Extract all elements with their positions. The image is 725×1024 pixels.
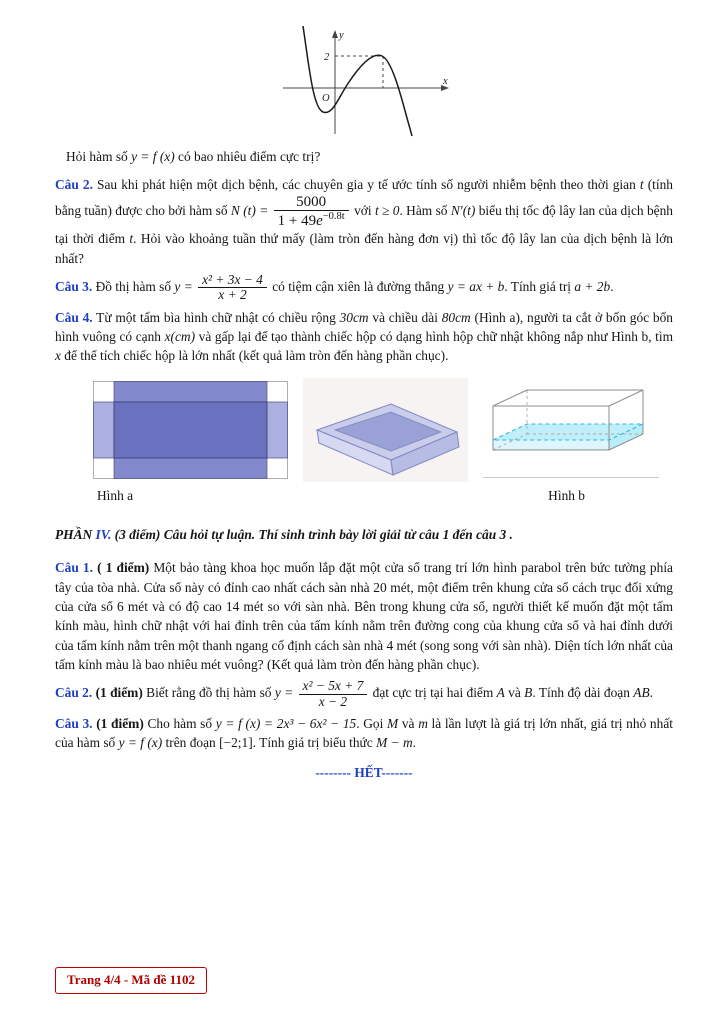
math-var: x [55, 348, 61, 364]
question-cau2 [55, 175, 673, 268]
math-inline: t ≥ 0 [374, 202, 400, 218]
text-run: là lần lượt là giá trị lớn nhất, giá trị nhỏ nhất của hàm số [55, 716, 673, 751]
page-footer-box [55, 967, 207, 994]
math-inline: y = f (x) [118, 735, 163, 751]
graph-origin-label: O [322, 93, 330, 104]
formula-nt [230, 193, 351, 230]
graph-tick-2-label: 2 [324, 52, 330, 63]
math-inline: M − m [376, 735, 413, 751]
question-label: Câu 2. [55, 176, 93, 192]
math-var: AB [633, 685, 650, 701]
text-run: Biết rằng đồ thị hàm số [142, 685, 275, 701]
math-inline: x(cm) [164, 329, 196, 345]
essay-question-2 [55, 679, 673, 709]
text-run: và [504, 685, 525, 701]
text-run: và gấp lại để tạo thành chiếc hộp có dạng hình hộp chữ nhật không nắp như Hình b, tìm [195, 329, 673, 345]
graph-x-label: x [443, 76, 448, 87]
heading-part-word: PHẦN [55, 527, 96, 543]
cubic-graph-svg [275, 26, 453, 138]
text-run: . Hàm số [399, 202, 451, 218]
figure-row [55, 378, 673, 482]
points-label: (1 điểm) [92, 716, 144, 732]
figure-cubic-graph [55, 26, 673, 143]
figure-box-3d [303, 378, 468, 482]
essay-question-3 [55, 714, 673, 753]
question-extremum-count [55, 147, 673, 166]
fraction-numerator: x² + 3x − 4 [198, 273, 267, 288]
math-var: B [524, 685, 533, 701]
math-var: t [129, 231, 134, 247]
text-run: . Hỏi vào khoảng tuần thứ mấy (làm tròn đến hàng đơn vị) thì tốc độ lây lan của dịch bệnh là lớn nhất? [55, 231, 673, 266]
fraction-denominator: x − 2 [318, 693, 348, 709]
text-run: Hỏi hàm số [66, 149, 132, 165]
math-inline: N′(t) [450, 202, 476, 218]
text-run: và [398, 716, 419, 732]
math-var: t [639, 176, 644, 192]
math-inline: 30cm [339, 309, 369, 325]
math-lhs: N (t) = [230, 202, 269, 218]
fraction [272, 194, 351, 229]
math-lhs: y = [174, 278, 193, 294]
text-run: Đồ thị hàm số [92, 278, 175, 294]
math-inline: y = ax + b [447, 278, 505, 294]
math-inline: y = f (x) = 2x³ − 6x² − 15 [215, 716, 357, 732]
figure-captions [55, 484, 673, 505]
text-run: . Tính độ dài đoạn [532, 685, 634, 701]
question-label: Câu 2. [55, 685, 93, 701]
math-inline: a + 2b [574, 278, 611, 294]
text-run: . [649, 685, 653, 701]
text-run: (Hình a), người ta cắt ở bốn góc bốn hình vuông có cạnh [55, 309, 673, 345]
question-label: Câu 4. [55, 309, 93, 325]
fraction [196, 273, 269, 303]
text-run: (tính bằng tuần) được cho bởi hàm số [55, 176, 673, 218]
math-var: M [387, 716, 399, 732]
text-run: với [350, 202, 375, 218]
end-of-exam-marker: -------- HẾT------- [315, 764, 413, 780]
figure-hinh-b-wrap [483, 382, 659, 478]
question-label: Câu 1. [55, 560, 93, 576]
text-run: . [610, 278, 614, 294]
page-number-label: Trang 4/4 - Mã đề 1102 [67, 972, 195, 988]
question-label: Câu 3. [55, 716, 93, 732]
math-var: A [496, 685, 505, 701]
text-run: biểu thị tốc độ lây lan của dịch bệnh tại thời điểm [55, 202, 673, 247]
fraction [297, 679, 370, 709]
points-label: ( 1 điểm) [92, 560, 150, 576]
label-hinh-b: Hình b [548, 487, 585, 503]
math-var: m [418, 716, 428, 732]
text-run: . Tính giá trị biểu thức [252, 735, 377, 751]
math-lhs: y = [274, 685, 294, 701]
fraction-numerator: 5000 [274, 194, 349, 211]
fraction-numerator: x² − 5x + 7 [299, 679, 368, 694]
heading-part-number: IV. [95, 527, 112, 543]
fraction-denominator [274, 211, 349, 229]
text-run: để thể tích chiếc hộp là lớn nhất (kết quả làm tròn đến hàng phần chục). [60, 348, 449, 364]
math-inline: 80cm [441, 309, 471, 325]
points-label: (1 điểm) [92, 685, 143, 701]
text-run: đạt cực trị tại hai điểm [369, 685, 497, 701]
heading-part-rest: (3 điểm) Câu hỏi tự luận. Thí sinh trình bày lời giải từ câu 1 đến câu 3 . [111, 527, 513, 543]
y-axis-arrow-icon [332, 30, 338, 38]
text-run: có bao nhiêu điểm cực trị? [174, 149, 321, 165]
question-cau4 [55, 308, 673, 366]
math-interval: [−2;1] [219, 735, 253, 751]
text-run: 1 + 49 [277, 213, 317, 230]
label-hinh-a: Hình a [97, 487, 134, 503]
text-run: và chiều dài [368, 309, 442, 325]
figure-hinh-b-box [487, 382, 655, 460]
fraction-denominator: x + 2 [218, 287, 247, 303]
text-run: có tiệm cận xiên là đường thẳng [268, 278, 448, 294]
essay-question-1 [55, 558, 673, 674]
text-run: Cho hàm số [143, 716, 216, 732]
function-curve [303, 26, 412, 136]
text-run: . Gọi [356, 716, 388, 732]
text-run: . Tính giá trị [504, 278, 575, 294]
text-run: trên đoạn [162, 735, 220, 751]
math-exponent: −0.8t [322, 211, 345, 223]
text-run: Sau khi phát hiện một dịch bệnh, các chuyên gia y tế ước tính số người nhiễm bệnh theo thời gian [92, 176, 640, 192]
text-run: Từ một tấm bìa hình chữ nhật có chiều rộng [92, 309, 340, 325]
graph-y-label: y [339, 30, 344, 41]
figure-hinh-a-net [93, 381, 288, 479]
section-heading-part4 [55, 525, 673, 544]
question-label: Câu 3. [55, 278, 93, 294]
question-cau3 [55, 273, 673, 303]
math-inline: y = f (x) [131, 149, 175, 165]
text-run: . [412, 735, 417, 751]
math-var: e [316, 213, 323, 230]
text-run: Một bảo tàng khoa học muốn lắp đặt một cửa sổ trang trí lớn hình parabol trên bức tường phía tây của tòa nhà. Cửa sổ này có đỉnh cao nhất cách sàn nhà 20 mét, một điểm trên khung cửa sổ cách trục đối xứng của cửa sổ 6 mét và có độ cao 14 mét so với sàn nhà. Bên trong khung cửa sổ, người thiết kế muốn đặt một tấm kính màu, hình chữ nhật với hai đỉnh trên của tấm kính nằm trên đường cong của khung cửa sổ và hai đỉnh dưới của tấm kính nằm trên một thanh ngang cố định cách sàn nhà 4 mét (song song với sàn nhà). Diện tích lớn nhất của tấm kính màu là bao nhiêu mét vuông? (Kết quả làm tròn đến hàng phần chục). [55, 560, 673, 672]
